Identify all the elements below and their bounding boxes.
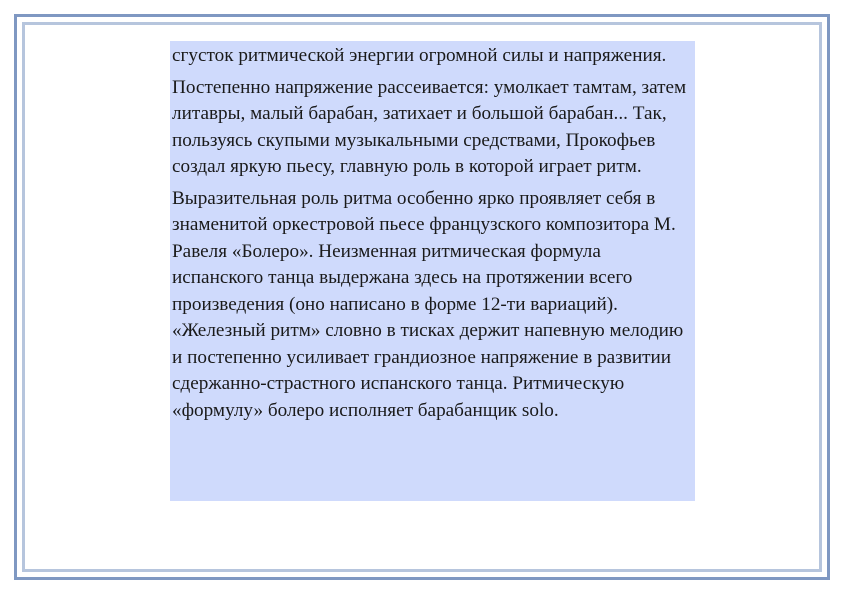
paragraph-2: Постепенно напряжение рассеивается: умолкает тамтам, затем литавры, малый барабан, затихает и большой барабан... Так, пользуясь скупыми музыкальными средствами, Прокофьев создал яркую пьесу, главную роль в которой играет ритм. xyxy=(172,76,687,177)
paragraph-1: сгусток ритмической энергии огромной силы и напряжения. xyxy=(172,45,667,66)
slide-text-block xyxy=(170,41,695,501)
paragraph-3: Выразительная роль ритма особенно ярко проявляет себя в знаменитой оркестровой пьесе французского композитора М. Равеля «Болеро». Неизменная ритмическая формула испанского танца выдержана здесь на протяжении всего произведения (оно написано в форме 12-ти вариаций). «Железный ритм» словно в тисках держит напевную мелодию и постепенно усиливает грандиозное напряжение в развитии сдержанно-страстного испанского танца. Ритмическую «формулу» болеро исполняет барабанщик solo. xyxy=(172,187,684,421)
